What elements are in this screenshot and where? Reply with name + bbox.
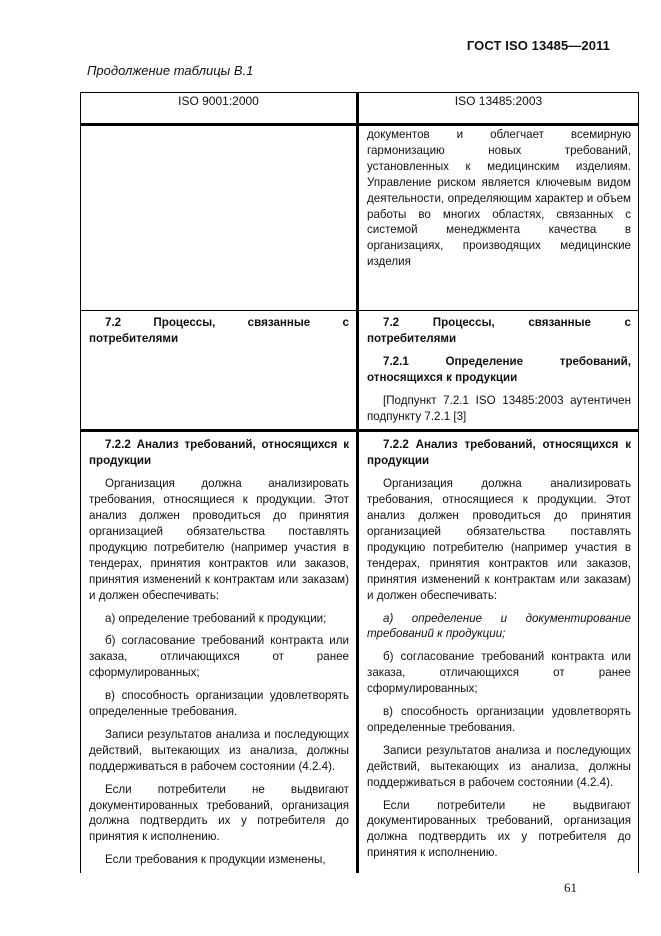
- column-header-iso13485: ISO 13485:2003: [358, 93, 639, 125]
- section-7-2-heading-right: 7.2 Процессы, связанные с потребителями: [367, 316, 631, 345]
- paragraph: Организация должна анализировать требования, относящиеся к продукции. Этот анализ должен проводиться до принятия организацией обязательства поставлять продукцию потребителю (например участия в тендерах, принятия контрактов или заказов, принятия изменений к контрактам или заказам) и должен обеспечивать:: [89, 477, 349, 602]
- list-item-c: в) способность организации удовлетворять определенные требования.: [89, 689, 349, 719]
- standard-header: ГОСТ ISO 13485—2011: [466, 38, 610, 53]
- list-item-a: а) определение требований к продукции;: [105, 611, 327, 625]
- paragraph: Записи результатов анализа и последующих действий, вытекающих из анализа, должны поддерживаться в рабочем состоянии (4.2.4).: [89, 727, 349, 773]
- comparison-table: [80, 92, 639, 873]
- risk-management-paragraph: документов и облегчает всемирную гармонизацию новых требований, установленных к медицинским изделиям. Управление риском является ключевым видом деятельности, определяющим характер и объем работы во многих областях, связанных с системой менеджмента качества в организациях, производящих медицинские изделия: [367, 128, 631, 269]
- cell-right-risk-text: [358, 125, 639, 311]
- list-item-b: б) согласование требований контракта или заказа, отличающихся от ранее сформулированных;: [367, 650, 631, 696]
- paragraph: Если потребители не выдвигают документированных требований, организация должна подтвердить их у потребителя до принятия к исполнению.: [89, 782, 349, 844]
- table-continuation-caption: Продолжение таблицы В.1: [87, 63, 254, 78]
- paragraph: Записи результатов анализа и последующих действий, вытекающих из анализа, должны поддерживаться в рабочем состоянии (4.2.4).: [367, 743, 631, 789]
- cell-left-empty: [81, 125, 358, 311]
- section-7-2-2-heading-left: 7.2.2 Анализ требований, относящихся к продукции: [89, 438, 349, 468]
- list-item-a: а) определение и документирование требований к продукции;: [367, 611, 631, 641]
- section-7-2-1-note: [Подпункт 7.2.1 ISO 13485:2003 аутентичен подпункту 7.2.1 [3]: [367, 393, 631, 423]
- section-7-2-2-heading-right: 7.2.2 Анализ требований, относящихся к продукции: [367, 438, 631, 468]
- table-row: [81, 311, 639, 431]
- paragraph: Если потребители не выдвигают документированных требований, организация должна подтвердить их у потребителя до принятия к исполнению.: [367, 798, 631, 860]
- cell-left-7-2-2: [81, 431, 358, 873]
- paragraph: Организация должна анализировать требования, относящиеся к продукции. Этот анализ должен проводиться до принятия организацией обязательства поставлять продукцию потребителю (например участия в тендерах, принятия контрактов или заказов, принятия изменений к контрактам или заказам) и должен обеспечивать:: [367, 477, 631, 602]
- cell-right-7-2-2: [358, 431, 639, 873]
- paragraph: Если требования к продукции изменены,: [105, 853, 326, 867]
- table-row: [81, 431, 639, 873]
- cell-left-7-2: [81, 311, 358, 431]
- page-number: 61: [564, 880, 577, 895]
- table-row: [81, 125, 639, 311]
- section-7-2-heading-left: 7.2 Процессы, связанные с потребителями: [89, 316, 349, 345]
- list-item-c: в) способность организации удовлетворять определенные требования.: [367, 705, 631, 734]
- cell-right-7-2: [358, 311, 639, 431]
- list-item-b: б) согласование требований контракта или заказа, отличающихся от ранее сформулированных;: [89, 634, 349, 680]
- column-header-iso9001: ISO 9001:2000: [81, 93, 358, 125]
- table-header-row: [81, 93, 639, 125]
- section-7-2-1-heading: 7.2.1 Определение требований, относящихся к продукции: [367, 354, 631, 384]
